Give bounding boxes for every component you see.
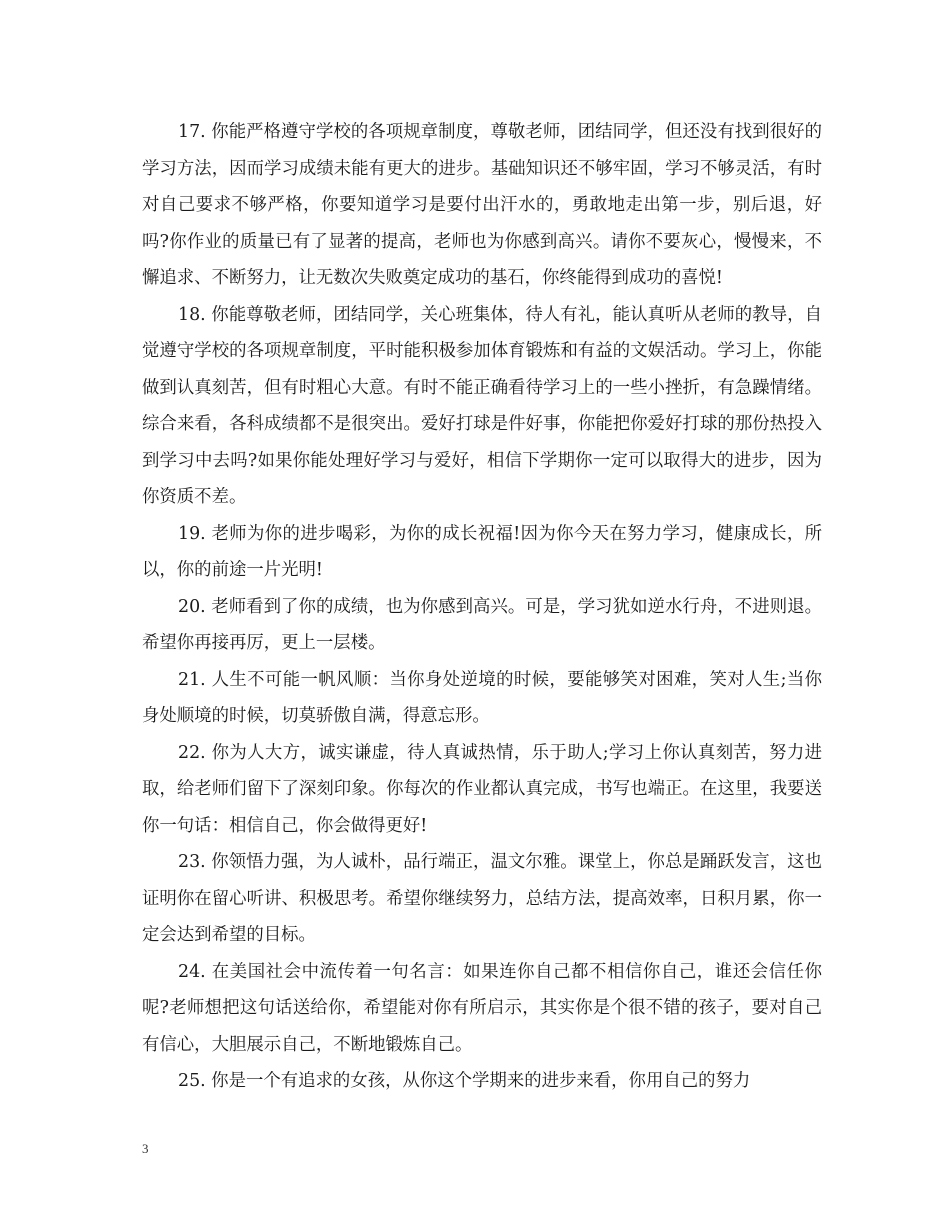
paragraph-22: 22. 你为人大方，诚实谦虚，待人真诚热情，乐于助人;学习上你认真刻苦，努力进取，给老师们留下了深刻印象。你每次的作业都认真完成，书写也端正。在这里，我要送你一句话：相信自己，你会做得更好!	[142, 742, 822, 836]
paragraph-24: 24. 在美国社会中流传着一句名言：如果连你自己都不相信你自己，谁还会信任你呢?老师想把这句话送给你，希望能对你有所启示，其实你是个很不错的孩子，要对自己有信心，大胆展示自己，不断地锻炼自己。	[142, 961, 822, 1055]
paragraph-17: 17. 你能严格遵守学校的各项规章制度，尊敬老师，团结同学，但还没有找到很好的学习方法，因而学习成绩未能有更大的进步。基础知识还不够牢固，学习不够灵活，有时对自己要求不够严格，你要知道学习是要付出汗水的，勇敢地走出第一步，别后退，好吗?你作业的质量已有了显著的提高，老师也为你感到高兴。请你不要灰心，慢慢来，不懈追求、不断努力，让无数次失败奠定成功的基石，你终能得到成功的喜悦!	[142, 122, 822, 288]
paragraph-23: 23. 你领悟力强，为人诚朴，品行端正，温文尔雅。课堂上，你总是踊跃发言，这也证明你在留心听讲、积极思考。希望你继续努力，总结方法，提高效率，日积月累，你一定会达到希望的目标。	[142, 852, 822, 945]
paragraph-20: 20. 老师看到了你的成绩，也为你感到高兴。可是，学习犹如逆水行舟，不进则退。希望你再接再厉，更上一层楼。	[142, 596, 822, 653]
paragraph-21: 21. 人生不可能一帆风顺：当你身处逆境的时候，要能够笑对困难，笑对人生;当你身处顺境的时候，切莫骄傲自满，得意忘形。	[142, 669, 822, 726]
paragraph-18: 18. 你能尊敬老师，团结同学，关心班集体，待人有礼，能认真听从老师的教导，自觉遵守学校的各项规章制度，平时能积极参加体育锻炼和有益的文娱活动。学习上，你能做到认真刻苦，但有时粗心大意。有时不能正确看待学习上的一些小挫折，有急躁情绪。综合来看，各科成绩都不是很突出。爱好打球是件好事，你能把你爱好打球的那份热投入到学习中去吗?如果你能处理好学习与爱好，相信下学期你一定可以取得大的进步，因为你资质不差。	[142, 304, 822, 507]
paragraph-19: 19. 老师为你的进步喝彩，为你的成长祝福!因为你今天在努力学习，健康成长，所以，你的前途一片光明!	[142, 523, 822, 580]
document-body	[142, 114, 822, 1100]
paragraph-25: 25. 你是一个有追求的女孩，从你这个学期来的进步来看，你用自己的努力	[178, 1071, 751, 1091]
page-number: 3	[142, 1141, 149, 1156]
